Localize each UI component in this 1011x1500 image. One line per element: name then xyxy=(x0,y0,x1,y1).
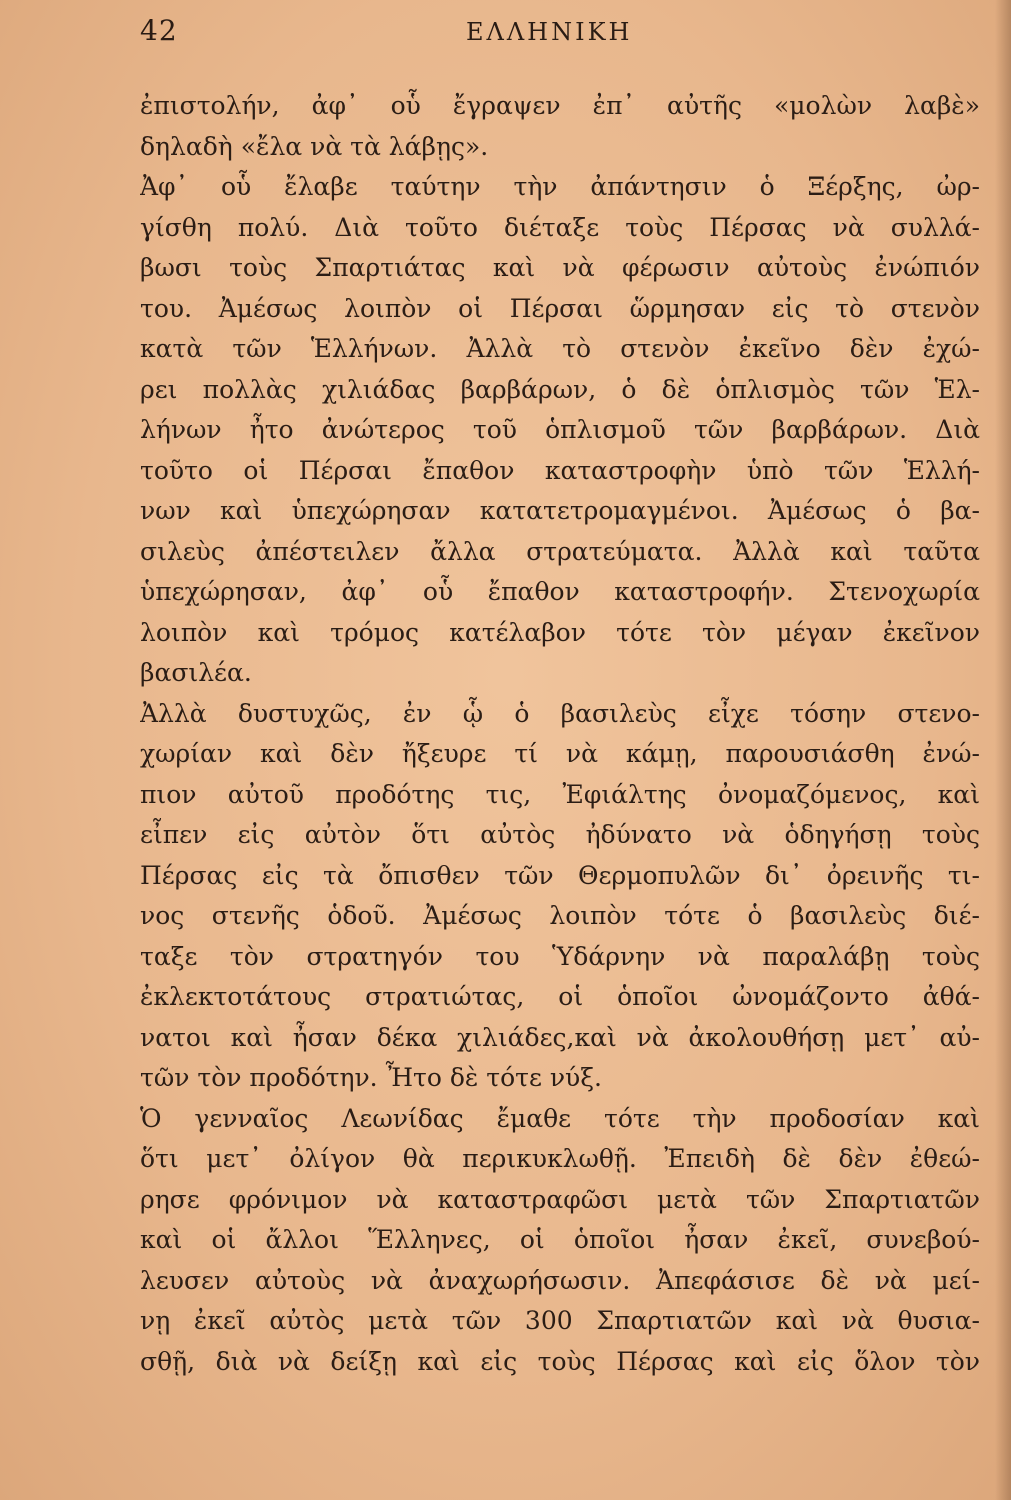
text-line: Πέρσας εἰς τὰ ὄπισθεν τῶν Θερμοπυλῶν δι᾽ ὀρεινῆς τι- xyxy=(140,860,980,890)
text-line: εἶπεν εἰς αὐτὸν ὅτι αὐτὸς ἠδύνατο νὰ ὁδηγήσῃ τοὺς xyxy=(140,820,980,849)
page-header xyxy=(140,14,980,54)
text-line: πιον αὐτοῦ προδότης τις, Ἐφιάλτης ὀνομαζόμενος, καὶ xyxy=(140,779,980,809)
text-line: ρει πολλὰς χιλιάδας βαρβάρων, ὁ δὲ ὁπλισμὸς τῶν Ἑλ- xyxy=(140,374,980,404)
page-edge-shadow xyxy=(995,0,1011,1500)
text-line: νατοι καὶ ἦσαν δέκα χιλιάδες,καὶ νὰ ἀκολουθήσῃ μετ᾽ αὐ- xyxy=(140,1022,980,1052)
text-line: νων καὶ ὑπεχώρησαν κατατετρομαγμένοι. Ἀμέσως ὁ βα- xyxy=(140,496,980,525)
text-line: ρησε φρόνιμον νὰ καταστραφῶσι μετὰ τῶν Σπαρτιατῶν xyxy=(140,1184,980,1214)
text-line: κατὰ τῶν Ἑλλήνων. Ἀλλὰ τὸ στενὸν ἐκεῖνο δὲν ἐχώ- xyxy=(140,334,980,363)
text-line: νος στενῆς ὁδοῦ. Ἀμέσως λοιπὸν τότε ὁ βασιλεὺς διέ- xyxy=(140,901,980,930)
text-line: λευσεν αὐτοὺς νὰ ἀναχωρήσωσιν. Ἀπεφάσισε δὲ νὰ μεί- xyxy=(140,1265,980,1295)
page-number: 42 xyxy=(140,14,178,47)
text-line: λοιπὸν καὶ τρόμος κατέλαβον τότε τὸν μέγαν ἐκεῖνον xyxy=(140,617,980,647)
text-line: Ἀλλὰ δυστυχῶς, ἐν ᾧ ὁ βασιλεὺς εἶχε τόσην στενο- xyxy=(140,698,980,728)
text-line: ἐκλεκτοτάτους στρατιώτας, οἱ ὁποῖοι ὠνομάζοντο ἀθά- xyxy=(140,982,980,1011)
text-line: σθῇ, διὰ νὰ δείξῃ καὶ εἰς τοὺς Πέρσας καὶ εἰς ὅλον τὸν xyxy=(140,1346,980,1376)
text-line: καὶ οἱ ἄλλοι Ἕλληνες, οἱ ὁποῖοι ἦσαν ἐκεῖ, συνεβού- xyxy=(140,1225,980,1254)
text-line: τῶν τὸν προδότην. Ἦτο δὲ τότε νύξ. xyxy=(140,1063,602,1092)
text-line: ἐπιστολήν, ἀφ᾽ οὗ ἔγραψεν ἐπ᾽ αὐτῆς «μολὼν λαβὲ» xyxy=(140,91,980,120)
text-line: ὅτι μετ᾽ ὀλίγον θὰ περικυκλωθῇ. Ἐπειδὴ δὲ δὲν ἐθεώ- xyxy=(140,1144,980,1173)
text-line: Ὁ γενναῖος Λεωνίδας ἔμαθε τότε τὴν προδοσίαν καὶ xyxy=(140,1103,980,1133)
text-line: γίσθη πολύ. Διὰ τοῦτο διέταξε τοὺς Πέρσας νὰ συλλά- xyxy=(140,212,980,242)
text-line: τοῦτο οἱ Πέρσαι ἔπαθον καταστροφὴν ὑπὸ τῶν Ἑλλή- xyxy=(140,455,980,485)
text-line: δηλαδὴ «ἔλα νὰ τὰ λάβῃς». xyxy=(140,131,489,161)
text-line: ταξε τὸν στρατηγόν του Ὑδάρνην νὰ παραλάβῃ τοὺς xyxy=(140,941,980,971)
running-head: ΕΛΛΗΝΙΚΗ xyxy=(466,18,633,46)
text-line: βασιλέα. xyxy=(140,658,252,687)
text-line: ὑπεχώρησαν, ἀφ᾽ οὗ ἔπαθον καταστροφήν. Στενοχωρία xyxy=(140,577,980,606)
text-line: χωρίαν καὶ δὲν ἤξευρε τί νὰ κάμῃ, παρουσιάσθη ἐνώ- xyxy=(140,739,980,768)
text-line: λήνων ἦτο ἀνώτερος τοῦ ὁπλισμοῦ τῶν βαρβάρων. Διὰ xyxy=(140,415,980,444)
text-line: σιλεὺς ἀπέστειλεν ἄλλα στρατεύματα. Ἀλλὰ καὶ ταῦτα xyxy=(140,536,980,566)
text-line: Ἀφ᾽ οὗ ἔλαβε ταύτην τὴν ἀπάντησιν ὁ Ξέρξης, ὠρ- xyxy=(140,172,980,201)
body-text xyxy=(140,86,980,1382)
text-line: του. Ἀμέσως λοιπὸν οἱ Πέρσαι ὥρμησαν εἰς τὸ στενὸν xyxy=(140,293,980,323)
text-line: νῃ ἐκεῖ αὐτὸς μετὰ τῶν 300 Σπαρτιατῶν καὶ νὰ θυσια- xyxy=(140,1306,980,1335)
text-line: βωσι τοὺς Σπαρτιάτας καὶ νὰ φέρωσιν αὐτοὺς ἐνώπιόν xyxy=(140,253,980,282)
